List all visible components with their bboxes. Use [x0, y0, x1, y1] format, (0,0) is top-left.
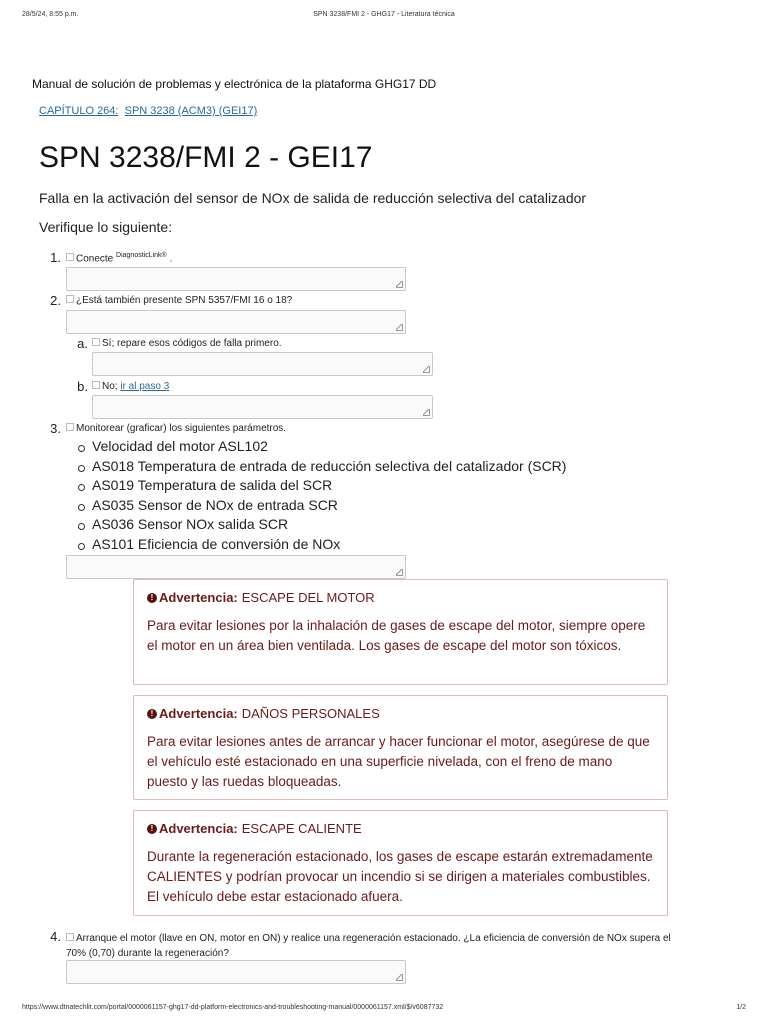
parameter-item: Velocidad del motor ASL102: [78, 437, 566, 457]
warning-header: [147, 706, 654, 721]
step-2-text: [66, 295, 292, 306]
step-4-text: [66, 931, 726, 961]
step-4-checkbox[interactable]: [66, 933, 74, 941]
step-1-label: Conecte: [76, 253, 117, 265]
verify-heading: Verifique lo siguiente:: [39, 219, 173, 235]
step-2b-text: [92, 381, 169, 392]
step-1-number: 1.: [50, 250, 61, 265]
warning-header: [147, 821, 654, 836]
step-2b-label: No;: [102, 381, 121, 392]
warning-title: ESCAPE DEL MOTOR: [241, 590, 375, 605]
warning-body: Para evitar lesiones antes de arrancar y hacer funcionar el motor, asegúrese de que el vehículo esté estacionado en una superficie nivelada, con el freno de mano puesto y las ruedas bloqueadas.: [147, 734, 650, 789]
print-footer-url: https://www.dtnatechlit.com/portal/0000061157-ghg17-dd-platform-electronics-and-troubleshooting-manual/0000061157.xml/$/v6087732: [22, 1004, 444, 1011]
breadcrumb-spn-link[interactable]: SPN 3238 (ACM3) (GEI17): [124, 105, 258, 117]
step-2a-notes-field[interactable]: [92, 352, 433, 376]
exclamation-icon: !: [147, 593, 157, 603]
step-3-notes-field[interactable]: [66, 555, 406, 579]
parameter-list: [78, 437, 566, 555]
step-4-number: 4.: [50, 929, 61, 944]
step-2a-label: Sí; repare esos códigos de falla primero.: [102, 338, 282, 349]
step-2b-checkbox[interactable]: [92, 381, 100, 389]
warning-label: Advertencia:: [159, 590, 238, 605]
step-2-checkbox[interactable]: [66, 295, 74, 303]
print-datetime: 28/5/24, 8:55 p.m.: [22, 11, 79, 18]
warning-box-engine-exhaust: [133, 579, 668, 685]
step-2b-letter: b.: [77, 379, 88, 394]
page-subtitle: Falla en la activación del sensor de NOx de salida de reducción selectiva del catalizador: [39, 190, 587, 206]
step-3-number: 3.: [50, 421, 61, 436]
warning-title: DAÑOS PERSONALES: [241, 706, 380, 721]
step-1-product: DiagnosticLink®: [116, 252, 167, 259]
warning-label: Advertencia:: [159, 821, 238, 836]
warning-label: Advertencia:: [159, 706, 238, 721]
step-3-checkbox[interactable]: [66, 423, 74, 431]
step-2a-text: [92, 338, 282, 349]
parameter-item: AS036 Sensor NOx salida SCR: [78, 515, 566, 535]
step-2-number: 2.: [50, 293, 61, 308]
step-2-notes-field[interactable]: [66, 310, 406, 334]
parameter-item: AS035 Sensor de NOx de entrada SCR: [78, 496, 566, 516]
warning-header: [147, 590, 654, 605]
breadcrumb-chapter-link[interactable]: CAPÍTULO 264:: [39, 105, 119, 117]
step-2b-notes-field[interactable]: [92, 395, 433, 419]
step-4-label-continued: 70% (0,70) durante la regeneración?: [66, 948, 229, 959]
step-1-text: [66, 252, 172, 264]
exclamation-icon: !: [147, 709, 157, 719]
warning-title: ESCAPE CALIENTE: [241, 821, 362, 836]
exclamation-icon: !: [147, 824, 157, 834]
print-doc-title: SPN 3238/FMI 2 - GHG17 - Literatura técnica: [313, 11, 455, 18]
step-1-notes-field[interactable]: [66, 267, 406, 291]
step-2-label: ¿Está también presente SPN 5357/FMI 16 o 18?: [76, 295, 293, 306]
step-2a-letter: a.: [77, 336, 88, 351]
warning-box-hot-exhaust: [133, 810, 668, 916]
warning-body: Para evitar lesiones por la inhalación de gases de escape del motor, siempre opere el motor en un área bien ventilada. Los gases de escape del motor son tóxicos.: [147, 618, 646, 653]
manual-title: Manual de solución de problemas y electrónica de la plataforma GHG17 DD: [32, 77, 437, 91]
step-3-text: [66, 423, 286, 434]
step-1-checkbox[interactable]: [66, 253, 74, 261]
parameter-item: AS018 Temperatura de entrada de reducción selectiva del catalizador (SCR): [78, 457, 566, 477]
step-2a-checkbox[interactable]: [92, 338, 100, 346]
go-to-step-3-link[interactable]: ir al paso 3: [120, 381, 170, 392]
warning-body: Durante la regeneración estacionado, los gases de escape estarán extremadamente CALIENTES y podrían provocar un incendio si se dirigen a materiales combustibles. El vehículo debe estar estacionado afuera.: [147, 849, 653, 904]
step-3-label: Monitorear (graficar) los siguientes parámetros.: [76, 423, 287, 434]
parameter-item: AS101 Eficiencia de conversión de NOx: [78, 535, 566, 555]
parameter-item: AS019 Temperatura de salida del SCR: [78, 476, 566, 496]
page-title: SPN 3238/FMI 2 - GEI17: [39, 141, 373, 174]
warning-box-personal-injury: [133, 695, 668, 800]
step-4-label: Arranque el motor (llave en ON, motor en ON) y realice una regeneración estacionado. ¿La eficiencia de conversión de NOx supera el: [76, 933, 671, 944]
step-1-after: .: [166, 253, 173, 265]
breadcrumb: [39, 105, 257, 117]
step-4-notes-field[interactable]: [66, 960, 406, 984]
print-page-number: 1/2: [736, 1004, 746, 1011]
